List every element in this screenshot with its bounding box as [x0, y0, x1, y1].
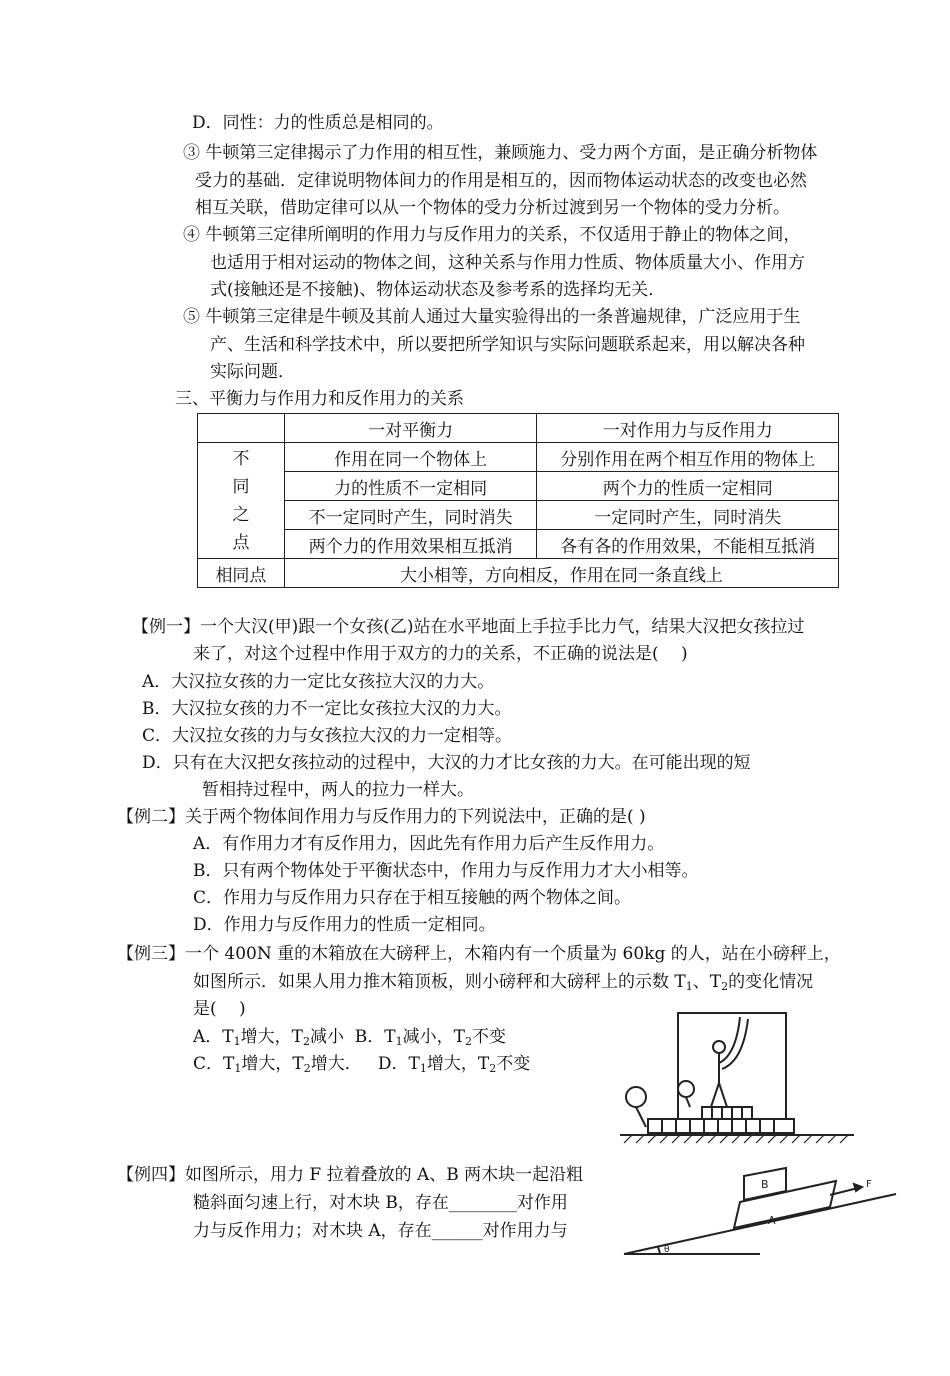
table-header-row — [198, 414, 839, 443]
dial-stem — [636, 1107, 646, 1127]
text-run: 不变 — [471, 1027, 506, 1047]
differences-char: 不 — [232, 448, 250, 469]
example-4-line-3: 力与反作用力；对木块 A，存在______对作用力与 — [193, 1221, 568, 1241]
differences-char: 同 — [232, 476, 250, 497]
person-leg — [711, 1083, 719, 1107]
example-2-option-a: A．有作用力才有反作用力，因此先有作用力后产生反作用力。 — [193, 834, 665, 854]
example-2-option-b: B．只有两个物体处于平衡状态中，作用力与反作用力才大小相等。 — [193, 861, 699, 881]
table-cell: 作用在同一个物体上 — [284, 443, 537, 472]
label-a: A — [768, 1214, 776, 1227]
table-header-balance: 一对平衡力 — [284, 414, 537, 443]
table-corner-cell — [198, 414, 285, 443]
paragraph-4-line-1: ④ 牛顿第三定律所阐明的作用力与反作用力的关系，不仅适用于静止的物体之间， — [183, 225, 801, 245]
example-1-option-a: A．大汉拉女孩的力一定比女孩拉大汉的力大。 — [142, 672, 495, 692]
subscript-1: 1 — [395, 1035, 403, 1048]
paragraph-5-line-3: 实际问题． — [210, 362, 295, 382]
paragraph-4-line-2: 也适用于相对运动的物体之间，这种关系与作用力性质、物体质量大小、作用方 — [210, 253, 805, 273]
table-cell: 分别作用在两个相互作用的物体上 — [537, 443, 839, 472]
text-run: 如图所示．如果人用力推木箱顶板，则小磅秤和大磅秤上的示数 T — [193, 972, 686, 992]
paragraph-5-line-2: 产、生活和科学技术中，所以要把所学知识与实际问题联系起来，用以解决各种 — [210, 335, 805, 355]
table-row-same — [198, 559, 839, 588]
big-scale — [648, 1119, 794, 1133]
force-f-arrowhead — [854, 1184, 862, 1191]
person-head — [713, 1041, 725, 1053]
incline-figure — [620, 1160, 900, 1260]
table-row — [198, 443, 839, 472]
same-label: 相同点 — [198, 559, 285, 588]
subscript-1: 1 — [233, 1035, 241, 1048]
label-theta: θ — [664, 1245, 670, 1255]
differences-char: 之 — [232, 504, 250, 525]
text-run: 的变化情况 — [728, 972, 814, 992]
paragraph-3-line-3: 相互关联，借助定律可以从一个物体的受力分析过渡到另一个物体的受力分析。 — [195, 198, 790, 218]
text-run: 、T — [692, 972, 722, 992]
example-3-options-ab — [193, 1026, 506, 1048]
wooden-box — [678, 1013, 786, 1119]
subscript-2: 2 — [303, 1062, 311, 1075]
big-scale-dial — [626, 1087, 646, 1107]
paragraph-4-line-3: 式(接触还是不接触)、物体运动状态及参考系的选择均无关． — [210, 280, 666, 300]
example-3-question-line-3: 是( ) — [193, 999, 246, 1019]
text-run: 不变 — [496, 1054, 531, 1074]
paragraph-3-line-2: 受力的基础．定律说明物体间力的作用是相互的，因而物体运动状态的改变也必然 — [195, 171, 807, 191]
table-row — [198, 472, 839, 501]
option-b-label: B．T — [354, 1027, 396, 1047]
label-b: B — [761, 1178, 769, 1191]
option-d-label: D．T — [377, 1054, 420, 1074]
text-run: 增大． — [310, 1054, 362, 1074]
example-1-option-d-line-1: D．只有在大汉把女孩拉动的过程中，大汉的力才比女孩的力大。在可能出现的短 — [142, 753, 751, 773]
table-cell: 两个力的作用效果相互抵消 — [284, 530, 537, 559]
dial-stem — [686, 1097, 690, 1107]
subscript-2: 2 — [302, 1035, 310, 1048]
comparison-table — [197, 413, 839, 588]
example-3-question-line-1: 【例三】一个 400N 重的木箱放在大磅秤上，木箱内有一个质量为 60kg 的人，站在小磅秤上， — [117, 944, 841, 964]
paragraph-3-line-1: ③ 牛顿第三定律揭示了力作用的相互性，兼顾施力、受力两个方面，是正确分析物体 — [183, 143, 818, 163]
person-leg — [719, 1083, 727, 1107]
subscript-1: 1 — [685, 980, 693, 993]
subscript-1: 1 — [234, 1062, 242, 1075]
table-cell: 不一定同时产生，同时消失 — [284, 501, 537, 530]
same-text: 大小相等，方向相反，作用在同一条直线上 — [284, 559, 838, 588]
scale-box-figure — [618, 1005, 858, 1155]
table-header-action-reaction: 一对作用力与反作用力 — [537, 414, 839, 443]
example-4-line-2: 糙斜面匀速上行，对木块 B，存在________对作用 — [193, 1193, 568, 1213]
differences-label — [198, 443, 285, 559]
example-1-option-c: C．大汉拉女孩的力与女孩拉大汉的力一定相等。 — [142, 726, 513, 746]
small-scale-dial — [678, 1081, 694, 1097]
label-f: F — [866, 1179, 872, 1190]
table-cell: 两个力的性质一定相同 — [537, 472, 839, 501]
example-1-option-b: B．大汉拉女孩的力不一定比女孩拉大汉的力大。 — [142, 699, 512, 719]
differences-char: 点 — [232, 532, 250, 553]
example-1-option-d-line-2: 暂相持过程中，两人的拉力一样大。 — [202, 780, 474, 800]
example-2-option-d: D．作用力与反作用力的性质一定相同。 — [193, 915, 496, 935]
option-c-label: C．T — [193, 1054, 235, 1074]
table-cell: 各有各的作用效果，不能相互抵消 — [537, 530, 839, 559]
text-run: 减小，T — [402, 1027, 465, 1047]
example-4-line-1: 【例四】如图所示，用力 F 拉着叠放的 A、B 两木块一起沿粗 — [117, 1165, 584, 1185]
example-2-question: 【例二】关于两个物体间作用力与反作用力的下列说法中，正确的是( ) — [117, 807, 646, 827]
table-row — [198, 501, 839, 530]
example-1-question-line-1: 【例一】一个大汉(甲)跟一个女孩(乙)站在水平地面上手拉手比力气，结果大汉把女孩拉过 — [132, 617, 805, 637]
example-1-question-line-2: 来了，对这个过程中作用于双方的力的关系，不正确的说法是( ) — [193, 644, 688, 664]
example-2-option-c: C．作用力与反作用力只存在于相互接触的两个物体之间。 — [193, 888, 632, 908]
text-run: 增大，T — [240, 1027, 303, 1047]
table-cell: 一定同时产生，同时消失 — [537, 501, 839, 530]
table-row — [198, 530, 839, 559]
example-3-question-line-2 — [193, 971, 813, 993]
option-d-line: D．同性：力的性质总是相同的。 — [192, 113, 444, 133]
small-scale — [702, 1107, 752, 1119]
subscript-2: 2 — [489, 1062, 497, 1075]
text-run: 增大，T — [241, 1054, 304, 1074]
option-a-label: A．T — [193, 1027, 234, 1047]
table-cell: 力的性质不一定相同 — [284, 472, 537, 501]
example-3-options-cd — [193, 1053, 530, 1075]
angle-arc — [658, 1247, 660, 1254]
subscript-2: 2 — [464, 1035, 472, 1048]
text-run: 减小 — [309, 1027, 344, 1047]
section-3-heading: 三、平衡力与作用力和反作用力的关系 — [175, 389, 464, 409]
subscript-2: 2 — [721, 980, 729, 993]
text-run: 增大，T — [426, 1054, 490, 1074]
subscript-1: 1 — [419, 1062, 427, 1075]
paragraph-5-line-1: ⑤ 牛顿第三定律是牛顿及其前人通过大量实验得出的一条普遍规律，广泛应用于生 — [183, 307, 801, 327]
